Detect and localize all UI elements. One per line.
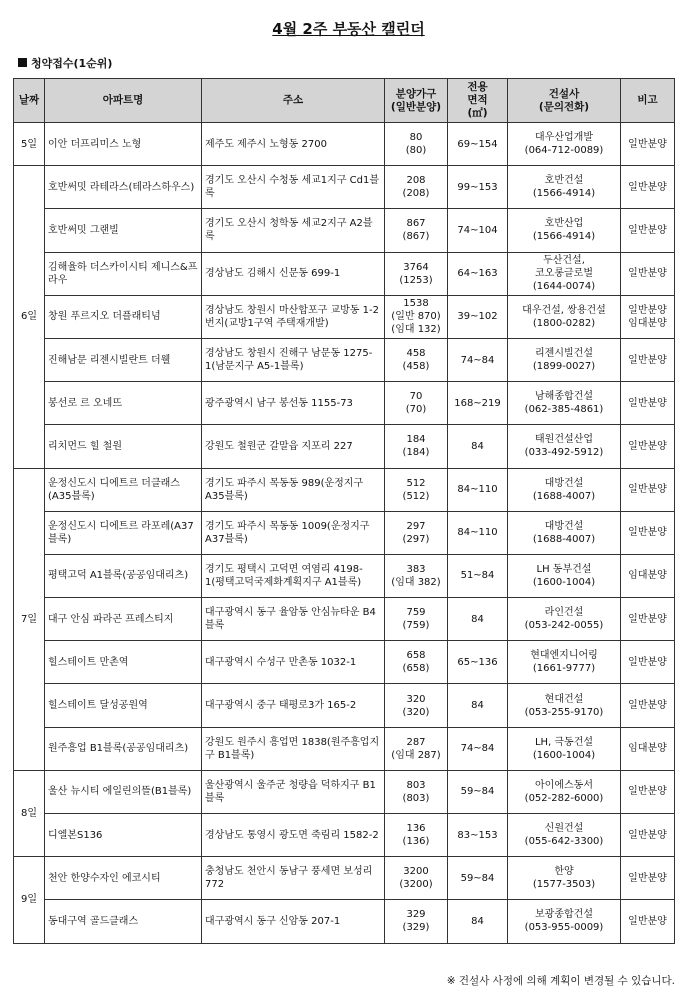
units-cell: 512 (512) (385, 468, 448, 511)
footer-note: ※ 건설사 사정에 의해 계획이 변경될 수 있습니다. (446, 975, 675, 987)
builder-cell: 태원건설산업 (033-492-5912) (508, 425, 621, 468)
area-cell: 84~110 (448, 468, 508, 511)
note-cell: 일반분양 (621, 468, 675, 511)
date-cell: 8일 (14, 770, 45, 856)
builder-cell: 두산건설, 코오롱글로벌 (1644-0074) (508, 252, 621, 295)
apt-name-cell: 호반써밋 라테라스(테라스하우스) (45, 166, 202, 209)
builder-cell: 대우산업개발 (064-712-0089) (508, 123, 621, 166)
apt-name-cell: 디엘본S136 (45, 814, 202, 857)
builder-cell: LH 동부건설 (1600-1004) (508, 554, 621, 597)
apt-name-cell: 평택고덕 A1블록(공공임대리츠) (45, 554, 202, 597)
apt-name-cell: 동대구역 골드클래스 (45, 900, 202, 943)
apt-name-cell: 호반써밋 그랜빌 (45, 209, 202, 252)
note-cell: 일반분양 (621, 511, 675, 554)
header-units: 분양가구 (일반분양) (385, 79, 448, 123)
units-cell: 329 (329) (385, 900, 448, 943)
units-cell: 3764 (1253) (385, 252, 448, 295)
note-cell: 임대분양 (621, 554, 675, 597)
units-cell: 1538 (일반 870) (임대 132) (385, 295, 448, 338)
note-cell: 일반분양 (621, 641, 675, 684)
table-row (14, 338, 675, 381)
builder-cell: 남해종합건설 (062-385-4861) (508, 382, 621, 425)
address-cell: 경상남도 통영시 광도면 죽림리 1582-2 (202, 814, 385, 857)
area-cell: 39~102 (448, 295, 508, 338)
builder-cell: 현대건설 (053-255-9170) (508, 684, 621, 727)
address-cell: 제주도 제주시 노형동 2700 (202, 123, 385, 166)
address-cell: 광주광역시 남구 봉선동 1155-73 (202, 382, 385, 425)
note-cell: 일반분양 (621, 338, 675, 381)
area-cell: 84~110 (448, 511, 508, 554)
header-apt: 아파트명 (45, 79, 202, 123)
table-row (14, 209, 675, 252)
area-cell: 83~153 (448, 814, 508, 857)
area-cell: 84 (448, 425, 508, 468)
units-cell: 208 (208) (385, 166, 448, 209)
area-cell: 99~153 (448, 166, 508, 209)
builder-cell: 호반건설 (1566-4914) (508, 166, 621, 209)
builder-cell: 아이에스동서 (052-282-6000) (508, 770, 621, 813)
date-cell: 5일 (14, 123, 45, 166)
address-cell: 경상남도 창원시 진해구 남문동 1275-1(남문지구 A5-1블록) (202, 338, 385, 381)
note-cell: 일반분양 (621, 684, 675, 727)
apt-name-cell: 천안 한양수자인 에코시티 (45, 857, 202, 900)
address-cell: 울산광역시 울주군 청량읍 덕하지구 B1블록 (202, 770, 385, 813)
address-cell: 경기도 오산시 수청동 세교1지구 Cd1블록 (202, 166, 385, 209)
units-cell: 458 (458) (385, 338, 448, 381)
table-row (14, 123, 675, 166)
area-cell: 64~163 (448, 252, 508, 295)
builder-cell: 리젠시빌건설 (1899-0027) (508, 338, 621, 381)
note-cell: 일반분양 (621, 900, 675, 943)
address-cell: 대구광역시 중구 태평로3가 165-2 (202, 684, 385, 727)
builder-cell: 호반산업 (1566-4914) (508, 209, 621, 252)
note-cell: 일반분양 (621, 166, 675, 209)
area-cell: 84 (448, 684, 508, 727)
address-cell: 경기도 파주시 목동동 989(운정지구 A35블록) (202, 468, 385, 511)
header-day: 날짜 (14, 79, 45, 123)
note-cell: 일반분양 (621, 814, 675, 857)
table-row (14, 641, 675, 684)
builder-cell: 신원건설 (055-642-3300) (508, 814, 621, 857)
units-cell: 3200 (3200) (385, 857, 448, 900)
table-body (14, 123, 675, 944)
page-title-text: 4월 2주 부동산 캘린더 (272, 20, 425, 38)
address-cell: 대구광역시 수성구 만촌동 1032-1 (202, 641, 385, 684)
apt-name-cell: 리치먼드 힐 철원 (45, 425, 202, 468)
apt-name-cell: 창원 푸르지오 더플래티넘 (45, 295, 202, 338)
area-cell: 74~84 (448, 338, 508, 381)
address-cell: 경기도 파주시 목동동 1009(운정지구 A37블록) (202, 511, 385, 554)
table-row (14, 252, 675, 295)
calendar-table (13, 78, 675, 944)
address-cell: 충청남도 천안시 동남구 풍세면 보성리 772 (202, 857, 385, 900)
table-row (14, 554, 675, 597)
table-row (14, 727, 675, 770)
note-cell: 일반분양 (621, 857, 675, 900)
builder-cell: 라인건설 (053-242-0055) (508, 598, 621, 641)
note-cell: 일반분양 (621, 425, 675, 468)
address-cell: 강원도 원주시 흥업면 1838(원주흥업지구 B1블록) (202, 727, 385, 770)
builder-cell: 대우건설, 쌍용건설 (1800-0282) (508, 295, 621, 338)
table-row (14, 900, 675, 943)
apt-name-cell: 힐스테이트 만촌역 (45, 641, 202, 684)
table-row (14, 382, 675, 425)
units-cell: 297 (297) (385, 511, 448, 554)
units-cell: 287 (임대 287) (385, 727, 448, 770)
table-row (14, 468, 675, 511)
note-cell: 일반분양 (621, 123, 675, 166)
apt-name-cell: 운정신도시 디에트르 라포레(A37블록) (45, 511, 202, 554)
table-row (14, 166, 675, 209)
apt-name-cell: 진해남문 리젠시빌란트 더웰 (45, 338, 202, 381)
area-cell: 51~84 (448, 554, 508, 597)
table-row (14, 598, 675, 641)
header-addr: 주소 (202, 79, 385, 123)
note-cell: 임대분양 (621, 727, 675, 770)
units-cell: 867 (867) (385, 209, 448, 252)
table-row (14, 295, 675, 338)
builder-cell: 대방건설 (1688-4007) (508, 468, 621, 511)
note-cell: 일반분양 (621, 382, 675, 425)
note-cell: 일반분양 (621, 209, 675, 252)
units-cell: 320 (320) (385, 684, 448, 727)
address-cell: 대구광역시 동구 신암동 207-1 (202, 900, 385, 943)
units-cell: 759 (759) (385, 598, 448, 641)
apt-name-cell: 대구 안심 파라곤 프레스티지 (45, 598, 202, 641)
builder-cell: 대방건설 (1688-4007) (508, 511, 621, 554)
apt-name-cell: 김해율하 더스카이시티 제니스&프라우 (45, 252, 202, 295)
area-cell: 59~84 (448, 857, 508, 900)
area-cell: 74~84 (448, 727, 508, 770)
area-cell: 74~104 (448, 209, 508, 252)
date-cell: 7일 (14, 468, 45, 770)
apt-name-cell: 이안 더프리미스 노형 (45, 123, 202, 166)
apt-name-cell: 울산 뉴시티 에일린의뜰(B1블록) (45, 770, 202, 813)
note-cell: 일반분양 (621, 252, 675, 295)
table-row (14, 857, 675, 900)
address-cell: 경상남도 김해시 신문동 699-1 (202, 252, 385, 295)
units-cell: 136 (136) (385, 814, 448, 857)
builder-cell: 한양 (1577-3503) (508, 857, 621, 900)
area-cell: 168~219 (448, 382, 508, 425)
table-row (14, 770, 675, 813)
address-cell: 대구광역시 동구 율암동 안심뉴타운 B4블록 (202, 598, 385, 641)
area-cell: 65~136 (448, 641, 508, 684)
date-cell: 6일 (14, 166, 45, 468)
date-cell: 9일 (14, 857, 45, 943)
address-cell: 강원도 철원군 갈말읍 지포리 227 (202, 425, 385, 468)
area-cell: 84 (448, 598, 508, 641)
units-cell: 383 (임대 382) (385, 554, 448, 597)
page-title (0, 18, 697, 39)
builder-cell: 보광종합건설 (053-955-0009) (508, 900, 621, 943)
square-bullet-icon (18, 58, 27, 67)
apt-name-cell: 힐스테이트 달성공원역 (45, 684, 202, 727)
header-note: 비고 (621, 79, 675, 123)
address-cell: 경기도 오산시 청학동 세교2지구 A2블록 (202, 209, 385, 252)
address-cell: 경상남도 창원시 마산합포구 교방동 1-2번지(교방1구역 주택재개발) (202, 295, 385, 338)
units-cell: 70 (70) (385, 382, 448, 425)
note-cell: 일반분양 임대분양 (621, 295, 675, 338)
units-cell: 184 (184) (385, 425, 448, 468)
note-cell: 일반분양 (621, 770, 675, 813)
section-heading (18, 55, 112, 71)
table-row (14, 684, 675, 727)
header-builder: 건설사 (문의전화) (508, 79, 621, 123)
units-cell: 658 (658) (385, 641, 448, 684)
table-row (14, 425, 675, 468)
address-cell: 경기도 평택시 고덕면 여염리 4198-1(평택고덕국제화계획지구 A1블록) (202, 554, 385, 597)
apt-name-cell: 운정신도시 디에트르 더클래스(A35블록) (45, 468, 202, 511)
apt-name-cell: 원주흥업 B1블록(공공임대리츠) (45, 727, 202, 770)
table-row (14, 511, 675, 554)
header-area: 전용 면적 (㎡) (448, 79, 508, 123)
units-cell: 80 (80) (385, 123, 448, 166)
area-cell: 59~84 (448, 770, 508, 813)
note-cell: 일반분양 (621, 598, 675, 641)
area-cell: 84 (448, 900, 508, 943)
area-cell: 69~154 (448, 123, 508, 166)
section-label: 청약접수(1순위) (31, 57, 113, 70)
units-cell: 803 (803) (385, 770, 448, 813)
builder-cell: 현대엔지니어링 (1661-9777) (508, 641, 621, 684)
builder-cell: LH, 극동건설 (1600-1004) (508, 727, 621, 770)
table-header-row (14, 79, 675, 123)
table-row (14, 814, 675, 857)
apt-name-cell: 봉선로 르 오네뜨 (45, 382, 202, 425)
